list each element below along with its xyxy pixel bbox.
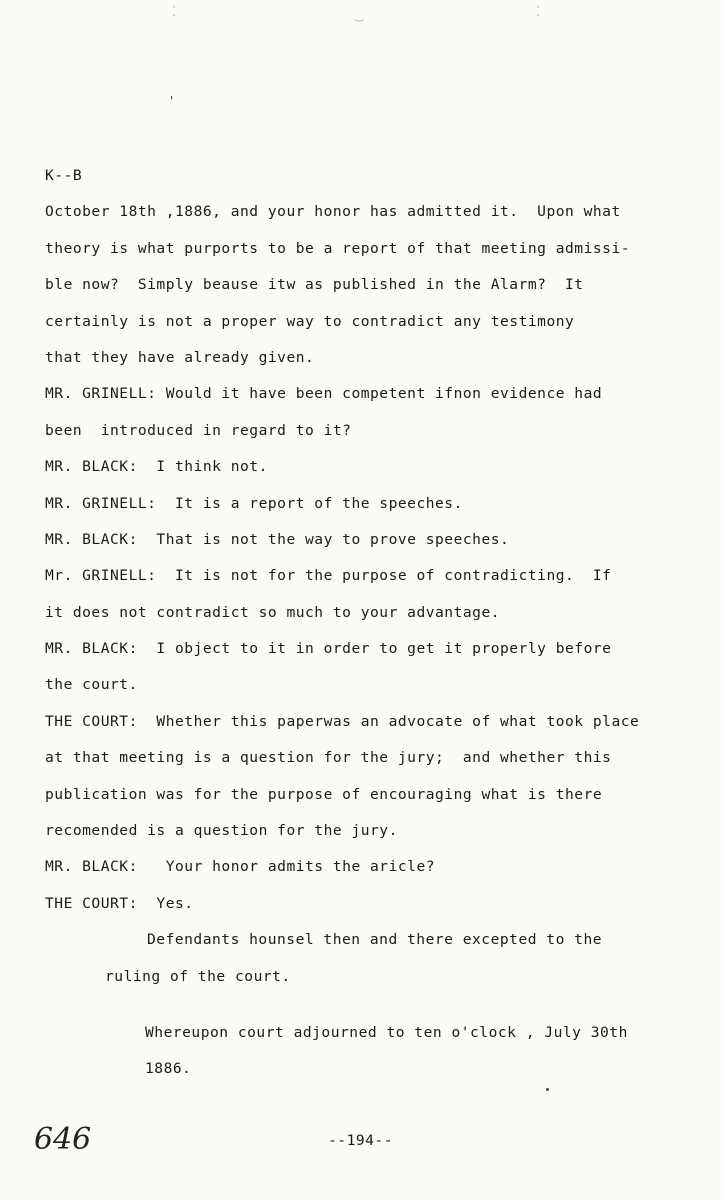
transcript-line: MR. BLACK: I think not. <box>45 458 268 476</box>
transcript-line: MR. BLACK: Your honor admits the aricle? <box>45 858 436 876</box>
transcript-line: publication was for the purpose of encouraging what is there <box>45 785 603 803</box>
transcript-body <box>45 158 705 1088</box>
transcript-line: it does not contradict so much to your advantage. <box>45 603 501 621</box>
section-header: K--B <box>45 167 83 184</box>
adjournment-line: Whereupon court adjourned to ten o'clock , July 30th <box>145 1023 628 1041</box>
transcript-line: MR. GRINELL: It is a report of the speeches. <box>45 494 463 512</box>
transcript-line: ble now? Simply beause itw as published in the Alarm? It <box>45 276 584 294</box>
scan-mark: ⁚ <box>536 4 541 20</box>
transcript-line: recomended is a question for the jury. <box>45 822 398 840</box>
transcript-line: that they have already given. <box>45 348 315 366</box>
transcript-line: MR. BLACK: That is not the way to prove speeches. <box>45 530 510 548</box>
transcript-line: the court. <box>45 676 138 694</box>
stray-mark: ' <box>168 94 176 108</box>
transcript-line: MR. BLACK: I object to it in order to get it properly before <box>45 640 612 658</box>
handwritten-page-number: 646 <box>34 1122 92 1157</box>
transcript-line: certainly is not a proper way to contradict any testimony <box>45 312 575 330</box>
transcript-line: been introduced in regard to it? <box>45 421 352 439</box>
exception-line: Defendants hounsel then and there excepted to the <box>147 931 603 949</box>
adjournment-line: 1886. <box>145 1060 192 1078</box>
transcript-line: theory is what purports to be a report of that meeting admissi- <box>45 239 631 257</box>
scan-mark: ‿ <box>355 6 364 22</box>
stray-dot <box>546 1088 549 1091</box>
transcript-line: October 18th ,1886, and your honor has admitted it. Upon what <box>45 203 621 221</box>
exception-line: ruling of the court. <box>105 967 291 985</box>
scan-mark: ⁚ <box>172 4 177 20</box>
transcript-line: THE COURT: Yes. <box>45 894 194 912</box>
transcript-line: MR. GRINELL: Would it have been competent ifnon evidence had <box>45 385 603 403</box>
transcript-line: THE COURT: Whether this paperwas an advocate of what took place <box>45 712 640 730</box>
transcript-line: Mr. GRINELL: It is not for the purpose of contradicting. If <box>45 567 612 585</box>
transcript-line: at that meeting is a question for the jury; and whether this <box>45 749 612 767</box>
page-number: --194-- <box>328 1132 394 1149</box>
